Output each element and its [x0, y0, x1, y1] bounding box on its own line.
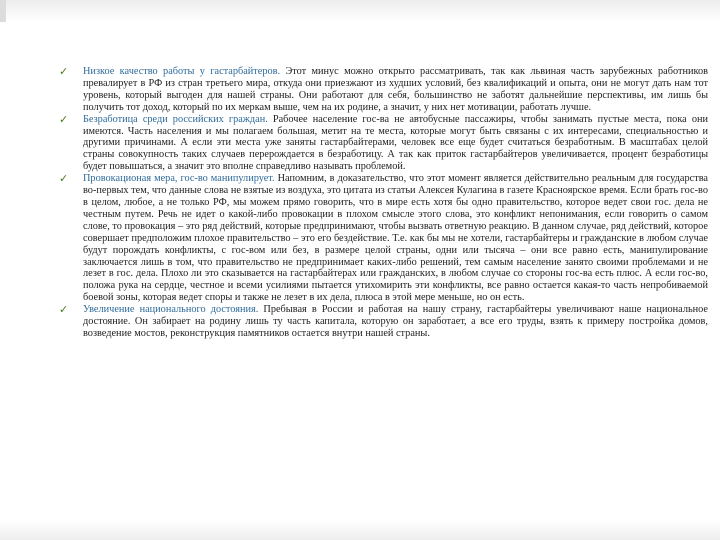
list-item — [57, 114, 708, 174]
slide-top-shading — [0, 0, 720, 22]
list-item — [57, 304, 708, 340]
item-text: Этот минус можно открыто рассматривать, так как львиная часть зарубежных работников превалирует в РФ из стран третьего мира, откуда они приезжают из худших условий, без квалификаций и опыта, они не могут дать нам тот уровень, который выгоден для нашей страны. Они работают для себя, большинство не заботят дальнейшие перспективы, им лишь бы получить тот доход, который по их меркам выше, чем на их родине, а значит, у них нет мотивации, работать лучше. — [83, 66, 708, 113]
checkmark-icon: ✓ — [59, 65, 69, 78]
bullet-list — [57, 66, 708, 340]
item-heading: Безработица среди российских граждан. — [83, 113, 268, 125]
item-heading: Провокационая мера, гос-во манипулирует. — [83, 173, 275, 185]
list-item — [57, 66, 708, 114]
item-text: Рабочее население гос-ва не автобусные пассажиры, чтобы занимать пустые места, пока они имеются. Часть населения и мы полагаем большая, метит на те места, которые могут быть связаны с их интересами, специальностью и другими причинами. А если эти места уже заняты гастарбайтерами, человек все еще будет считаться безработным. В масштабах целой страны совокупность таких случаев перерождается в безработицу. А так как приток гастарбайтеров увеличивается, процент безработицы будет повышаться, а значит это вполне справедливо называть проблемой. — [83, 113, 708, 173]
list-item — [57, 173, 708, 304]
checkmark-icon: ✓ — [59, 303, 69, 317]
checkmark-icon: ✓ — [59, 112, 69, 126]
item-text: Пребывая в России и работая на нашу страну, гастарбайтеры увеличивают наше национальное достояние. Он забирает на родину лишь ту часть капитала, которую он заработает, а все его труды, взять к примеру постройка домов, возведение мостов, реконструкция памятников остается внутри нашей страны. — [83, 304, 709, 339]
slide-bottom-shading — [0, 520, 720, 540]
checkmark-icon: ✓ — [59, 172, 69, 186]
item-heading: Увеличение национального достояния. — [83, 304, 259, 316]
item-text: Напомним, в доказательство, что этот момент является действительно реальным для государства во-первых тем, что данные слова не взятые из воздуха, это цитата из статьи Алексея Кулагина в газете Красноярское время. Если брать гос-во в целом, любое, а не только РФ, мы можем прямо говорить, что в мире есть хотя бы одно правительство, которое ведет свои гос. дела не честным путем. Речь не идет о какой-либо провокации в плохом смысле этого слова, это конфликт непонимания, если говорить о самом слове, то провокация – это ряд действий, которые предпринимают, чтобы вызвать ответную реакцию. В данном случае, ряд действий, которое совершает предположим плохое правительство – это его бездействие. Т.е. как бы мы не хотели, гастарбайтеры и гражданские в любом случае будут порождать конфликты, с гос-вом или без, в размере целой страны, одни или тысяча – они все равно есть, манипулирование заключается лишь в том, что правительство не предпринимает каких-либо решений, тем самым население занято своими проблемами и не лезет в гос. дела. Плохо ли это сказывается на гастарбайтерах или гражданских, в любом случае со стороны гос-ва есть плюс. А если гос-во, положа рука на сердце, честное и всеми усилиями пытается утихомирить эти конфликты, все равно остается какая-то часть непробиваемой боевой зоны, которая ведет споры и также не лезет в их дела, плюса в этой мере меньше, но он есть. — [83, 173, 709, 304]
item-heading: Низкое качество работы у гастарбайтеров. — [83, 66, 281, 77]
